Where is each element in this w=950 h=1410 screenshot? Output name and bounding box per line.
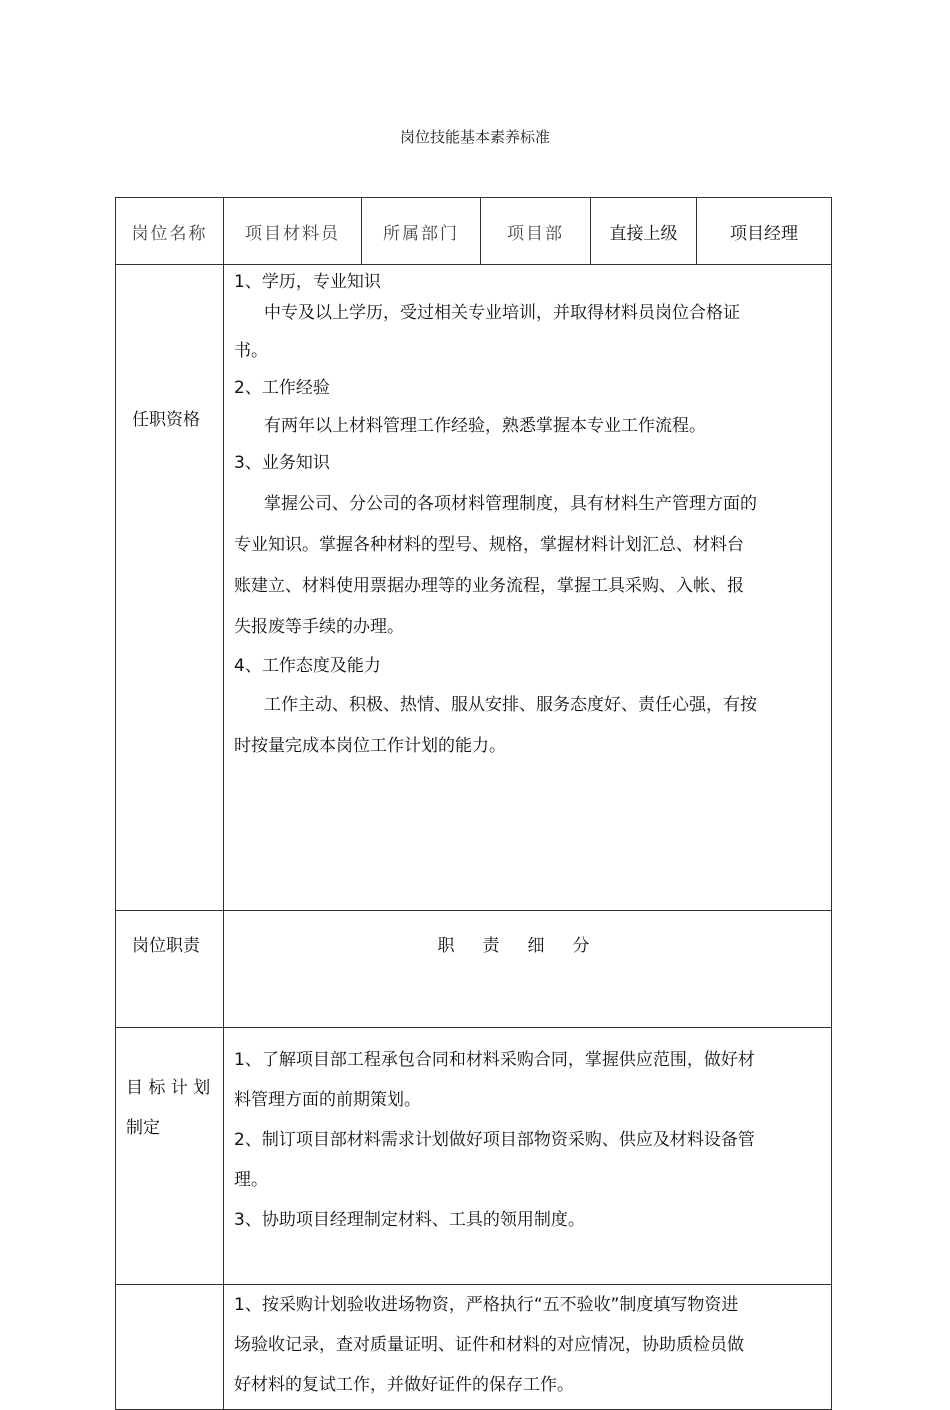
qualification-heading-3: 3、业务知识 bbox=[234, 453, 330, 473]
header-row bbox=[116, 198, 832, 265]
qualification-label: 任职资格 bbox=[116, 265, 224, 911]
dept-value: 项目部 bbox=[481, 198, 591, 265]
acceptance-row bbox=[116, 1285, 832, 1410]
goal-line: 1、了解项目部工程承包合同和材料采购合同，掌握供应范围，做好材 bbox=[234, 1050, 755, 1070]
duty-heading: 职责细分 bbox=[224, 911, 832, 1028]
acceptance-line: 好材料的复试工作，并做好证件的保存工作。 bbox=[234, 1375, 574, 1395]
goal-line: 理。 bbox=[234, 1170, 268, 1190]
dept-label: 所属部门 bbox=[362, 198, 481, 265]
page-title: 岗位技能基本素养标准 bbox=[399, 128, 550, 146]
goal-line: 3、协助项目经理制定材料、工具的领用制度。 bbox=[234, 1210, 585, 1230]
superior-value: 项目经理 bbox=[697, 198, 832, 265]
job-standard-table bbox=[115, 197, 832, 1410]
qualification-line: 失报废等手续的办理。 bbox=[234, 616, 404, 637]
goal-label-line2: 制定 bbox=[126, 1118, 160, 1138]
acceptance-line: 场验收记录，查对质量证明、证件和材料的对应情况，协助质检员做 bbox=[234, 1335, 744, 1355]
goal-label bbox=[116, 1028, 224, 1285]
qualification-heading-1: 1、学历，专业知识 bbox=[234, 272, 381, 292]
qualification-line: 书。 bbox=[234, 340, 268, 361]
qualification-row bbox=[116, 265, 832, 911]
goal-row bbox=[116, 1028, 832, 1285]
qualification-line: 时按量完成本岗位工作计划的能力。 bbox=[234, 736, 506, 756]
qualification-heading-4: 4、工作态度及能力 bbox=[234, 655, 381, 676]
qualification-line: 有两年以上材料管理工作经验，熟悉掌握本专业工作流程。 bbox=[264, 415, 706, 436]
qualification-line: 专业知识。掌握各种材料的型号、规格，掌握材料计划汇总、材料台 bbox=[234, 534, 744, 555]
goal-line: 2、制订项目部材料需求计划做好项目部物资采购、供应及材料设备管 bbox=[234, 1130, 755, 1150]
superior-label: 直接上级 bbox=[591, 198, 697, 265]
post-name-label: 岗位名称 bbox=[116, 198, 224, 265]
post-name-value: 项目材料员 bbox=[224, 198, 362, 265]
qualification-line: 掌握公司、分公司的各项材料管理制度，具有材料生产管理方面的 bbox=[264, 493, 757, 514]
acceptance-line: 1、按采购计划验收进场物资，严格执行“五不验收”制度填写物资进 bbox=[234, 1295, 739, 1315]
qualification-line: 中专及以上学历，受过相关专业培训，并取得材料员岗位合格证 bbox=[264, 303, 740, 323]
duty-row bbox=[116, 911, 832, 1028]
qualification-heading-2: 2、工作经验 bbox=[234, 378, 330, 398]
acceptance-content bbox=[224, 1285, 832, 1410]
acceptance-label bbox=[116, 1285, 224, 1410]
goal-label-line1: 目 标 计 划 bbox=[126, 1078, 211, 1098]
goal-line: 料管理方面的前期策划。 bbox=[234, 1090, 421, 1110]
goal-content bbox=[224, 1028, 832, 1285]
qualification-line: 工作主动、积极、热情、服从安排、服务态度好、责任心强，有按 bbox=[264, 695, 757, 715]
qualification-line: 账建立、材料使用票据办理等的业务流程，掌握工具采购、入帐、报 bbox=[234, 575, 744, 596]
duty-label: 岗位职责 bbox=[116, 911, 224, 1028]
qualification-content bbox=[224, 265, 832, 911]
